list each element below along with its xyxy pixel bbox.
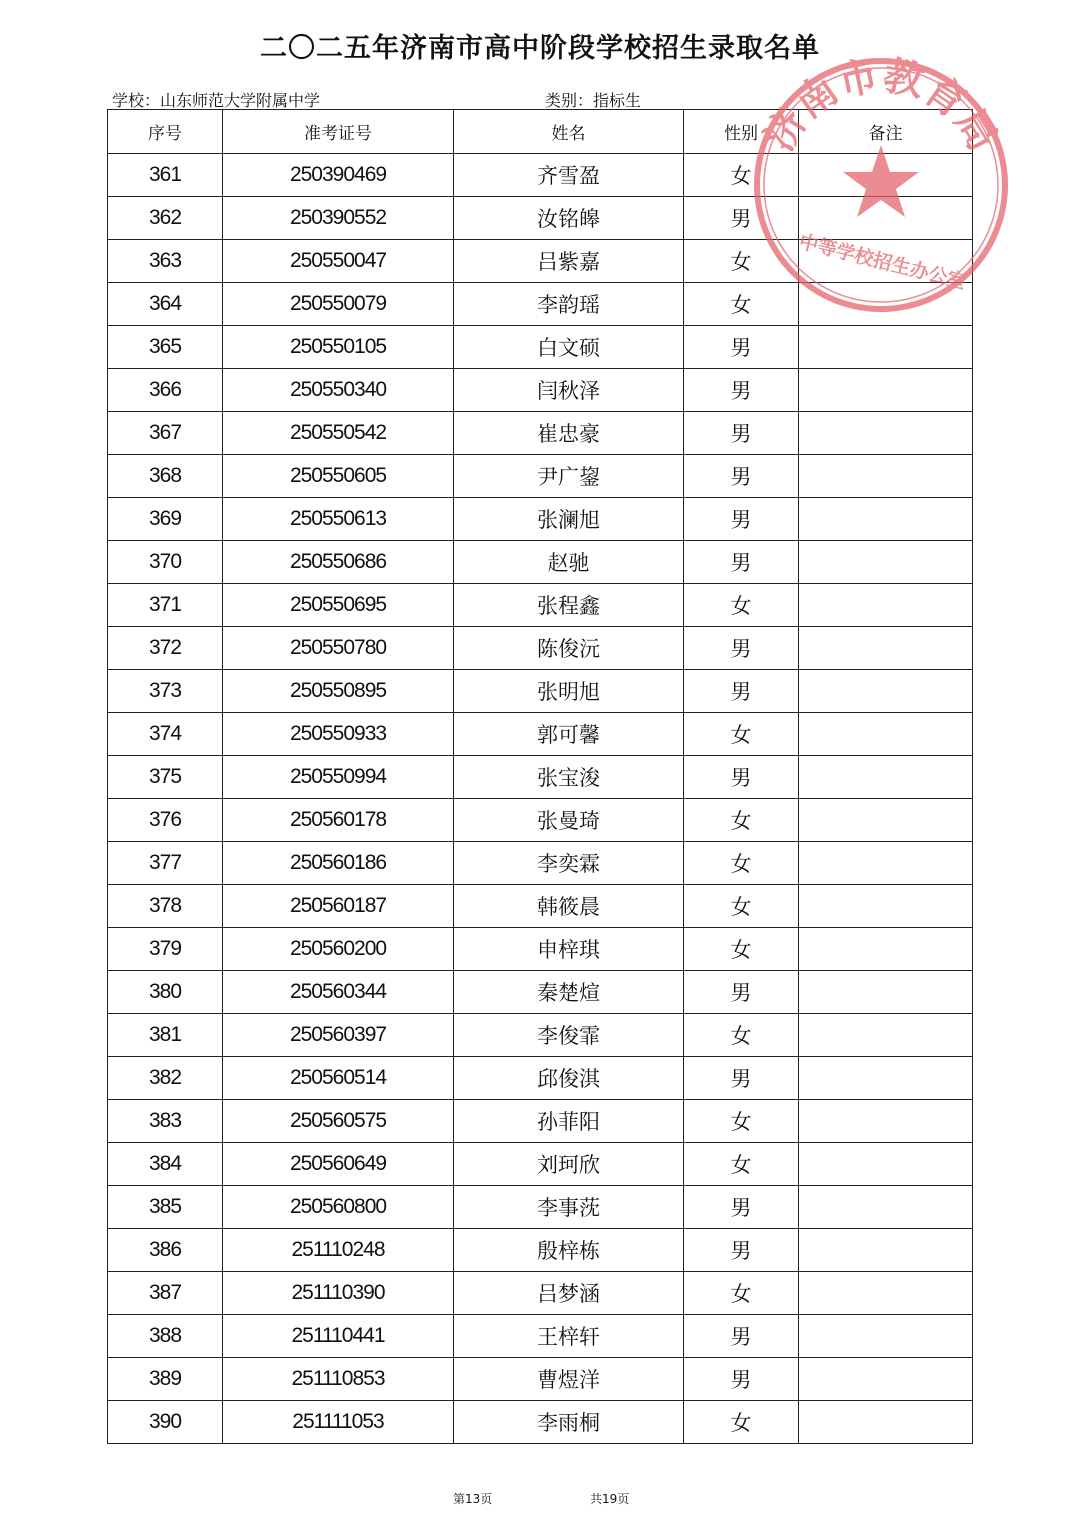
table-row (108, 971, 973, 1014)
cell-exam-number: 250550686 (223, 541, 454, 584)
cell-remark (799, 455, 973, 498)
cell-seq: 364 (108, 283, 223, 326)
cell-exam-number: 250550994 (223, 756, 454, 799)
cell-remark (799, 1401, 973, 1444)
cell-remark (799, 326, 973, 369)
table-row (108, 1358, 973, 1401)
cell-seq: 389 (108, 1358, 223, 1401)
cell-gender: 女 (684, 713, 799, 756)
table-row (108, 498, 973, 541)
page-total: 共19页 (590, 1492, 630, 1506)
cell-seq: 365 (108, 326, 223, 369)
table-row (108, 1186, 973, 1229)
table-row (108, 799, 973, 842)
cell-exam-number: 250560649 (223, 1143, 454, 1186)
cell-seq: 361 (108, 154, 223, 197)
cell-remark (799, 1014, 973, 1057)
table-row (108, 1401, 973, 1444)
cell-gender: 女 (684, 885, 799, 928)
table-row (108, 713, 973, 756)
cell-seq: 383 (108, 1100, 223, 1143)
table-row (108, 1014, 973, 1057)
cell-gender: 男 (684, 670, 799, 713)
cell-exam-number: 251110390 (223, 1272, 454, 1315)
cell-name: 闫秋泽 (454, 369, 684, 412)
table-row (108, 1315, 973, 1358)
cell-exam-number: 250550933 (223, 713, 454, 756)
seal-star (843, 145, 919, 217)
cell-exam-number: 250560187 (223, 885, 454, 928)
cell-gender: 男 (684, 1229, 799, 1272)
cell-gender: 女 (684, 1014, 799, 1057)
cell-seq: 366 (108, 369, 223, 412)
cell-exam-number: 250390469 (223, 154, 454, 197)
cell-exam-number: 250390552 (223, 197, 454, 240)
cell-exam-number: 250550605 (223, 455, 454, 498)
cell-name: 齐雪盈 (454, 154, 684, 197)
cell-seq: 376 (108, 799, 223, 842)
cell-exam-number: 251111053 (223, 1401, 454, 1444)
cell-gender: 男 (684, 455, 799, 498)
cell-gender: 男 (684, 756, 799, 799)
cell-remark (799, 1100, 973, 1143)
cell-remark (799, 627, 973, 670)
cell-remark (799, 842, 973, 885)
table-row (108, 584, 973, 627)
cell-remark (799, 885, 973, 928)
table-row (108, 928, 973, 971)
cell-name: 李俊霏 (454, 1014, 684, 1057)
cell-name: 刘珂欣 (454, 1143, 684, 1186)
cell-remark (799, 369, 973, 412)
table-row (108, 1100, 973, 1143)
cell-remark (799, 670, 973, 713)
cell-exam-number: 250550079 (223, 283, 454, 326)
cell-remark (799, 1229, 973, 1272)
cell-name: 陈俊沅 (454, 627, 684, 670)
cell-name: 李事莐 (454, 1186, 684, 1229)
cell-exam-number: 250550105 (223, 326, 454, 369)
cell-name: 王梓轩 (454, 1315, 684, 1358)
cell-remark (799, 1315, 973, 1358)
cell-name: 李韵瑶 (454, 283, 684, 326)
cell-remark (799, 1358, 973, 1401)
cell-seq: 390 (108, 1401, 223, 1444)
cell-seq: 385 (108, 1186, 223, 1229)
cell-remark (799, 713, 973, 756)
table-row (108, 1272, 973, 1315)
cell-name: 张程鑫 (454, 584, 684, 627)
cell-exam-number: 251110853 (223, 1358, 454, 1401)
cell-seq: 362 (108, 197, 223, 240)
cell-name: 曹煜洋 (454, 1358, 684, 1401)
cell-name: 孙菲阳 (454, 1100, 684, 1143)
cell-remark (799, 756, 973, 799)
cell-gender: 女 (684, 928, 799, 971)
cell-seq: 381 (108, 1014, 223, 1057)
cell-seq: 372 (108, 627, 223, 670)
cell-exam-number: 250550613 (223, 498, 454, 541)
cell-gender: 男 (684, 1186, 799, 1229)
cell-seq: 378 (108, 885, 223, 928)
cell-remark (799, 799, 973, 842)
cell-gender: 男 (684, 369, 799, 412)
cell-seq: 386 (108, 1229, 223, 1272)
cell-name: 崔忠豪 (454, 412, 684, 455)
page-number: 第13页 (453, 1492, 493, 1506)
cell-gender: 男 (684, 498, 799, 541)
header-name: 姓名 (454, 110, 684, 154)
cell-seq: 382 (108, 1057, 223, 1100)
table-row (108, 627, 973, 670)
cell-seq: 367 (108, 412, 223, 455)
cell-exam-number: 250550340 (223, 369, 454, 412)
cell-seq: 384 (108, 1143, 223, 1186)
cell-seq: 388 (108, 1315, 223, 1358)
table-row (108, 326, 973, 369)
cell-remark (799, 971, 973, 1014)
cell-remark (799, 412, 973, 455)
cell-name: 赵驰 (454, 541, 684, 584)
cell-gender: 男 (684, 541, 799, 584)
header-exam-number: 准考证号 (223, 110, 454, 154)
cell-exam-number: 251110248 (223, 1229, 454, 1272)
table-row (108, 756, 973, 799)
cell-remark (799, 498, 973, 541)
cell-exam-number: 250560575 (223, 1100, 454, 1143)
cell-seq: 377 (108, 842, 223, 885)
cell-gender: 女 (684, 283, 799, 326)
cell-exam-number: 250550780 (223, 627, 454, 670)
cell-name: 张澜旭 (454, 498, 684, 541)
seal-text: 济南市教育局 (756, 52, 1006, 160)
cell-seq: 374 (108, 713, 223, 756)
cell-name: 殷梓栋 (454, 1229, 684, 1272)
cell-gender: 男 (684, 1315, 799, 1358)
official-seal (748, 50, 1014, 320)
cell-exam-number: 250550047 (223, 240, 454, 283)
cell-remark (799, 1057, 973, 1100)
category-label: 类别：指标生 (545, 91, 642, 110)
cell-exam-number: 250550695 (223, 584, 454, 627)
cell-gender: 女 (684, 154, 799, 197)
table-row (108, 541, 973, 584)
cell-gender: 女 (684, 1401, 799, 1444)
table-body (108, 154, 973, 1444)
cell-name: 张明旭 (454, 670, 684, 713)
cell-name: 张曼琦 (454, 799, 684, 842)
cell-gender: 男 (684, 197, 799, 240)
cell-exam-number: 250550542 (223, 412, 454, 455)
cell-remark (799, 584, 973, 627)
table-row (108, 842, 973, 885)
cell-exam-number: 250560200 (223, 928, 454, 971)
cell-exam-number: 250560178 (223, 799, 454, 842)
cell-gender: 男 (684, 1057, 799, 1100)
cell-name: 申梓琪 (454, 928, 684, 971)
table-row (108, 1057, 973, 1100)
cell-name: 李雨桐 (454, 1401, 684, 1444)
cell-gender: 男 (684, 971, 799, 1014)
seal-subtext: 中等学校招生办公室 (796, 230, 969, 294)
table-row (108, 412, 973, 455)
cell-gender: 男 (684, 326, 799, 369)
cell-exam-number: 251110441 (223, 1315, 454, 1358)
cell-seq: 370 (108, 541, 223, 584)
cell-gender: 女 (684, 1100, 799, 1143)
table-row (108, 1143, 973, 1186)
cell-seq: 363 (108, 240, 223, 283)
table-row (108, 670, 973, 713)
cell-gender: 女 (684, 1272, 799, 1315)
cell-name: 尹广鋆 (454, 455, 684, 498)
cell-gender: 女 (684, 584, 799, 627)
cell-remark (799, 928, 973, 971)
table-row (108, 455, 973, 498)
cell-gender: 女 (684, 1143, 799, 1186)
cell-name: 白文硕 (454, 326, 684, 369)
cell-name: 韩筱晨 (454, 885, 684, 928)
cell-seq: 387 (108, 1272, 223, 1315)
cell-exam-number: 250560344 (223, 971, 454, 1014)
cell-name: 邱俊淇 (454, 1057, 684, 1100)
cell-seq: 369 (108, 498, 223, 541)
cell-seq: 379 (108, 928, 223, 971)
cell-exam-number: 250550895 (223, 670, 454, 713)
school-label: 学校：山东师范大学附属中学 (112, 91, 321, 110)
header-seq: 序号 (108, 110, 223, 154)
cell-name: 郭可馨 (454, 713, 684, 756)
table-row (108, 1229, 973, 1272)
cell-gender: 女 (684, 799, 799, 842)
cell-name: 吕紫嘉 (454, 240, 684, 283)
table-row (108, 885, 973, 928)
cell-seq: 371 (108, 584, 223, 627)
cell-name: 吕梦涵 (454, 1272, 684, 1315)
header-remark: 备注 (799, 110, 973, 154)
cell-exam-number: 250560800 (223, 1186, 454, 1229)
cell-name: 李奕霖 (454, 842, 684, 885)
page-title: 二〇二五年济南市高中阶段学校招生录取名单 (260, 33, 820, 64)
cell-gender: 女 (684, 842, 799, 885)
cell-remark (799, 1272, 973, 1315)
cell-name: 张宝浚 (454, 756, 684, 799)
header-gender: 性别 (684, 110, 799, 154)
cell-exam-number: 250560397 (223, 1014, 454, 1057)
cell-gender: 女 (684, 240, 799, 283)
cell-name: 汝铭皞 (454, 197, 684, 240)
cell-remark (799, 541, 973, 584)
cell-gender: 男 (684, 627, 799, 670)
cell-seq: 380 (108, 971, 223, 1014)
cell-seq: 375 (108, 756, 223, 799)
cell-name: 秦楚煊 (454, 971, 684, 1014)
cell-gender: 男 (684, 1358, 799, 1401)
cell-exam-number: 250560186 (223, 842, 454, 885)
table-row (108, 369, 973, 412)
cell-remark (799, 1186, 973, 1229)
cell-seq: 373 (108, 670, 223, 713)
cell-exam-number: 250560514 (223, 1057, 454, 1100)
cell-remark (799, 1143, 973, 1186)
cell-gender: 男 (684, 412, 799, 455)
cell-seq: 368 (108, 455, 223, 498)
